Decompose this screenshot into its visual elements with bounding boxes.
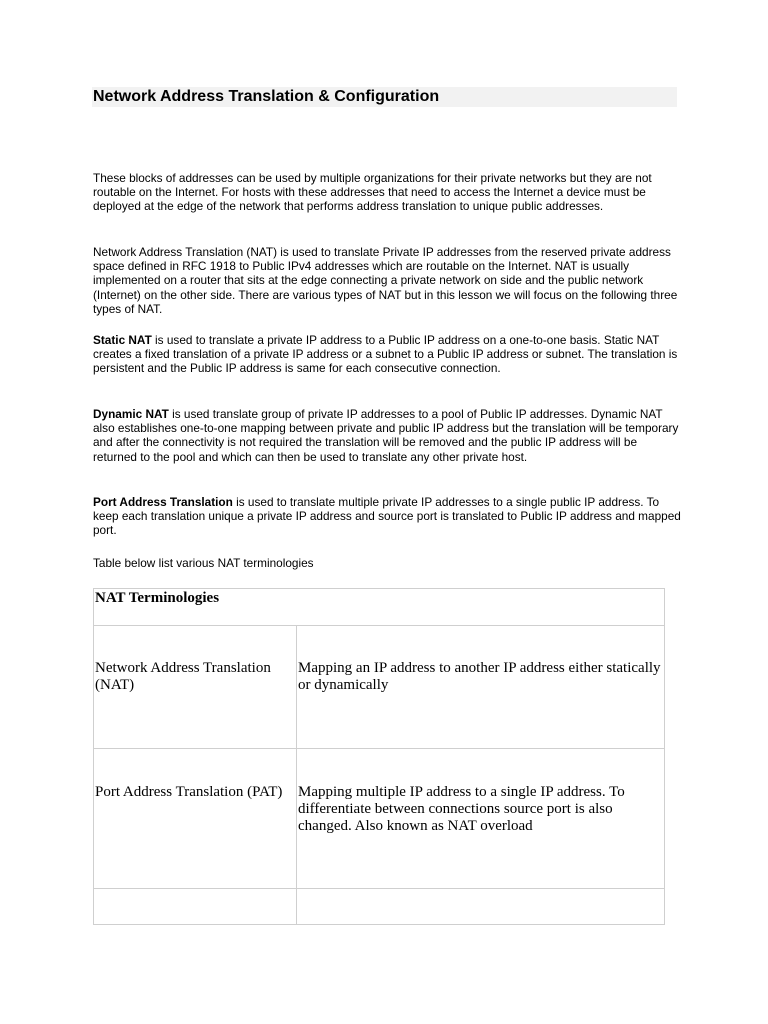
definition-cell bbox=[297, 889, 665, 925]
static-nat-text: is used to translate a private IP address to a Public IP address on a one-to-one basis. Static NAT creates a fixed translation of a private IP address or a subnet to a Public IP address or subnet. The translation is persistent and the Public IP address is same for each consecutive connection. bbox=[93, 333, 678, 376]
intro-paragraph: These blocks of addresses can be used by multiple organizations for their private networks but they are not routable on the Internet. For hosts with these addresses that need to access the Internet a device must be deployed at the edge of the network that performs address translation to unique public addresses. bbox=[93, 171, 652, 214]
table-header-cell bbox=[94, 589, 665, 626]
page-title: Network Address Translation & Configuration bbox=[93, 88, 440, 105]
table-row bbox=[94, 626, 665, 749]
term-cell bbox=[94, 626, 297, 749]
table-row bbox=[94, 749, 665, 889]
term-text: Network Address Translation (NAT) bbox=[95, 660, 271, 693]
pat-term: Port Address Translation bbox=[93, 495, 233, 509]
term-text: Port Address Translation (PAT) bbox=[95, 784, 283, 800]
pat-paragraph bbox=[93, 495, 683, 538]
table-row bbox=[94, 889, 665, 925]
dynamic-nat-term: Dynamic NAT bbox=[93, 407, 169, 421]
nat-terminology-table bbox=[93, 588, 665, 925]
nat-paragraph: Network Address Translation (NAT) is used to translate Private IP addresses from the reserved private address space defined in RFC 1918 to Public IPv4 addresses which are routable on the Internet. NAT is usually implemented on a router that sits at the edge connecting a private network on side and the public network (Internet) on the other side. There are various types of NAT but in this lesson we will focus on the following three types of NAT. bbox=[93, 245, 678, 316]
static-nat-paragraph bbox=[93, 333, 683, 376]
term-cell bbox=[94, 889, 297, 925]
definition-cell bbox=[297, 626, 665, 749]
dynamic-nat-text: is used translate group of private IP addresses to a pool of Public IP addresses. Dynamic NAT also establishes one-to-one mapping between private and public IP address but the translation will be temporary and after the connectivity is not required the translation will be removed and the public IP address will be returned to the pool and which can then be used to translate any other private host. bbox=[93, 407, 679, 464]
pat-text: is used to translate multiple private IP addresses to a single public IP address. To keep each translation unique a private IP address and source port is translated to Public IP address and mapped port. bbox=[93, 495, 681, 538]
definition-text: Mapping multiple IP address to a single IP address. To differentiate between connections source port is also changed. Also known as NAT overload bbox=[298, 784, 625, 834]
table-intro-paragraph: Table below list various NAT terminologies bbox=[93, 556, 314, 570]
dynamic-nat-paragraph bbox=[93, 407, 683, 464]
term-cell bbox=[94, 749, 297, 889]
static-nat-term: Static NAT bbox=[93, 333, 152, 347]
table-header: NAT Terminologies bbox=[95, 590, 220, 606]
definition-cell bbox=[297, 749, 665, 889]
table-header-row bbox=[94, 589, 665, 626]
definition-text: Mapping an IP address to another IP address either statically or dynamically bbox=[298, 660, 661, 693]
